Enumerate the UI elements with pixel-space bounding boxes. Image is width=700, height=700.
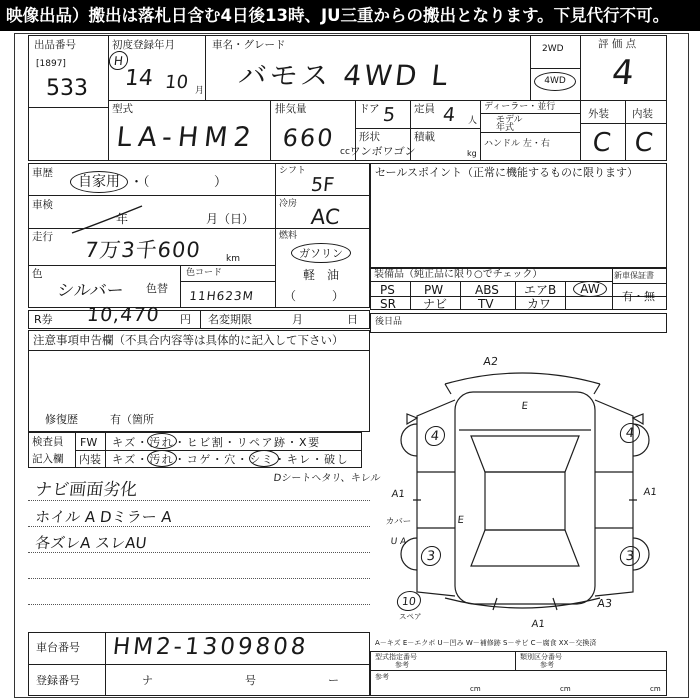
inspector-label-2: 記入欄: [32, 453, 64, 465]
note-line: [28, 500, 370, 501]
note-line: [28, 552, 370, 553]
spare-label: スペア: [399, 612, 422, 621]
grid-line: [480, 132, 580, 133]
equipment-ps: PS: [380, 283, 395, 297]
mark-right-side: A1: [642, 487, 658, 498]
grid-line: [200, 310, 201, 329]
repair-history-value: 有（箇所: [110, 413, 154, 426]
fuel-label: 燃料: [279, 231, 298, 241]
doors-label: ドア: [359, 103, 380, 115]
dimension-ref: 参考: [375, 673, 389, 681]
mark-left-rocker: U A: [390, 537, 407, 547]
mark-rear-left-tire: 3: [420, 546, 442, 566]
grid-line: [370, 670, 667, 671]
damage-legend: A－キズ E－エクボ U－凹み W－補修跡 S－サビ C－腐食 XX－交換済: [375, 639, 597, 647]
class-number-ref: 参考: [540, 661, 554, 669]
inspection-strike-mark: [70, 203, 145, 235]
banner-notice: 映像出品）搬出は落札日含む4日後13時、JU三重からの搬出となります。下見代行不可。: [0, 0, 700, 31]
plate-part-3: ー: [328, 674, 339, 687]
equipment-label: 装備品（純正品に限り○でチェック）: [374, 269, 543, 280]
doors-value: 5: [381, 104, 397, 126]
mileage-value: 7万3千600: [83, 238, 203, 262]
displacement-value: 660: [281, 124, 337, 152]
mark-left-cover-label: カバー: [385, 517, 412, 527]
later-items-label: 後日品: [375, 317, 403, 327]
history-suffix: ・（: [130, 175, 150, 190]
color-change-label: 色替: [146, 282, 168, 295]
grid-line: [108, 35, 109, 160]
capacity-label: 定員: [414, 103, 435, 115]
recycle-label: R券: [34, 313, 53, 326]
mark-front-left-tire: 4: [424, 426, 446, 446]
grid-line: [515, 281, 516, 310]
recycle-unit: 円: [180, 313, 191, 326]
fuel-diesel: 軽 油: [303, 268, 340, 282]
plate-part-1: ナ: [142, 674, 153, 687]
exterior-label: 外装: [588, 108, 609, 120]
fw-options: キズ・汚れ・ヒビ割・リペア跡・X要: [112, 436, 321, 449]
equipment-aw-circled: AW: [573, 281, 607, 297]
interior-options: キズ・汚れ・コゲ・穴・シミ・キレ・破し: [112, 453, 350, 466]
color-code-label: 色コード: [186, 268, 223, 278]
grid-line: [108, 100, 667, 101]
registration-year: 14: [123, 66, 155, 91]
ac-label: 冷房: [279, 199, 298, 209]
drive-2wd: 2WD: [542, 44, 564, 54]
color-value: シルバー: [56, 281, 125, 301]
capacity-unit: 人: [468, 116, 478, 126]
car-name-value: バモス 4WD L: [236, 59, 452, 92]
grid-line: [28, 107, 108, 108]
note-line: [28, 578, 370, 579]
dimension-height-unit: cm: [650, 685, 661, 693]
grid-line: [580, 123, 667, 124]
inspector-label-1: 検査員: [32, 436, 64, 448]
roof-shape: [485, 472, 565, 530]
grid-line: [460, 281, 461, 310]
handwritten-note-2: ホイル A Dミラー A: [34, 508, 173, 526]
equipment-pw: PW: [424, 283, 444, 297]
mark-left-side: A1: [390, 489, 406, 500]
transfer-deadline-label: 名変期限: [208, 313, 252, 326]
history-label: 車歴: [32, 167, 53, 179]
warranty-options: 有・無: [622, 290, 655, 303]
dimension-width-unit: cm: [560, 685, 571, 693]
equipment-airbag: エアB: [524, 283, 557, 297]
interior-dirt-circle-mark: [147, 450, 177, 467]
chassis-label: 車台番号: [36, 641, 80, 654]
equipment-abs: ABS: [475, 283, 499, 297]
displacement-label: 排気量: [275, 103, 307, 115]
dimension-length-unit: cm: [470, 685, 481, 693]
grid-line: [28, 265, 275, 266]
inspection-label: 車検: [32, 199, 53, 211]
lot-number: 533: [46, 76, 88, 101]
lot-code: [1897]: [36, 59, 66, 69]
mark-rear-right: A3: [596, 597, 613, 610]
equipment-tv: TV: [478, 297, 494, 311]
load-label: 積載: [414, 131, 435, 143]
grid-line: [530, 68, 580, 69]
shape-label: 形状: [359, 131, 380, 143]
transfer-day-unit: 日: [347, 313, 358, 326]
grid-line: [355, 128, 480, 129]
shift-value: 5F: [309, 174, 336, 196]
transfer-month-unit: 月: [292, 313, 303, 326]
windshield-shape: [471, 436, 579, 472]
color-code: 11H623M: [188, 289, 255, 303]
fuel-gasoline-circled: ガソリン: [291, 243, 351, 263]
registration-era: H: [108, 51, 129, 70]
exterior-grade: C: [591, 128, 613, 158]
grid-line: [370, 281, 612, 282]
interior-grade: C: [633, 128, 655, 158]
plate-label: 登録番号: [36, 674, 80, 687]
load-unit: kg: [467, 149, 477, 158]
later-items-box: [370, 313, 667, 333]
fw-dirt-circle-mark: [147, 433, 177, 449]
type-number-label: 型式指定番号: [375, 653, 417, 661]
fuel-other: （ ）: [284, 289, 345, 303]
mark-front-bumper: A2: [482, 355, 499, 368]
rear-window-shape: [471, 530, 579, 566]
mark-rear-bumper: A1: [530, 619, 546, 630]
handle-label: ハンドル 左・右: [484, 139, 550, 149]
mark-rear-right-tire: 3: [619, 546, 641, 566]
registration-label: 初度登録年月: [112, 39, 175, 51]
handwritten-note-1: ナビ画面劣化: [34, 480, 139, 500]
front-bumper-shape: [445, 373, 600, 384]
model-value: LA-HM2: [114, 122, 259, 153]
capacity-value: 4: [441, 104, 457, 126]
repair-history-label: 修復歴: [45, 413, 78, 426]
handwritten-note-3: 各ズレA スレAU: [34, 534, 148, 552]
grid-line: [515, 651, 516, 670]
grid-line: [612, 268, 613, 310]
equipment-navi: ナビ: [423, 297, 448, 311]
equipment-leather: カワ: [527, 297, 552, 311]
grid-line: [28, 350, 370, 351]
note-line: [28, 604, 370, 605]
inspector-interior-label: 内装: [79, 453, 101, 466]
shape-value: ワンボワゴン: [348, 145, 417, 158]
color-label: 色: [32, 268, 43, 280]
sales-point-label: セールスポイント（正常に機能するものに限ります）: [375, 166, 639, 179]
warranty-label: 新車保証書: [614, 271, 654, 280]
grid-line: [75, 450, 362, 451]
ac-value: AC: [309, 205, 341, 229]
plate-part-2: 号: [245, 674, 256, 687]
interior-stain-circle-mark: [249, 450, 279, 467]
rear-bumper-shape: [445, 598, 600, 608]
score-value: 4: [610, 53, 636, 93]
mileage-unit: km: [226, 254, 240, 264]
notes-label: 注意事項申告欄（不具合内容等は具体的に記入して下さい）: [33, 333, 344, 347]
mark-spare-tire: 10: [396, 591, 422, 611]
grid-line: [205, 35, 206, 100]
inspection-month-day-unit: 月（日）: [206, 212, 255, 226]
grid-line: [480, 113, 580, 114]
interior-label: 内装: [632, 108, 653, 120]
car-diagram: [385, 360, 660, 625]
mirror-shapes: [407, 414, 643, 424]
dealer-label: ディーラー・並行: [484, 102, 556, 112]
score-label: 評 価 点: [598, 38, 637, 50]
registration-month: 10: [164, 72, 190, 93]
grid-line: [580, 35, 581, 160]
grid-line: [270, 100, 271, 160]
registration-month-unit: 月: [195, 86, 205, 96]
seat-note: Dシートヘタリ、キレル: [272, 473, 381, 484]
grid-line: [625, 100, 626, 160]
shift-label: シフト: [279, 166, 307, 176]
grid-line: [565, 281, 566, 310]
mileage-label: 走行: [32, 231, 53, 243]
fw-label: FW: [80, 436, 98, 449]
mark-hood: E: [520, 401, 529, 412]
history-value-circled: 自家用: [70, 171, 128, 193]
history-close: ）: [214, 175, 228, 190]
grid-line: [180, 281, 275, 282]
grid-line: [612, 283, 667, 284]
grid-line: [480, 100, 481, 160]
year-label: 年式: [496, 123, 515, 133]
lot-label: 出品番号: [34, 39, 76, 51]
type-number-ref: 参考: [395, 661, 409, 669]
recycle-value: 10,470: [85, 304, 161, 326]
grid-line: [410, 281, 411, 310]
equipment-sr: SR: [380, 297, 396, 311]
grid-line: [275, 163, 276, 308]
grid-line: [28, 664, 370, 665]
model-label: 型式: [112, 103, 133, 115]
car-name-label: 車名・グレード: [212, 39, 286, 51]
chassis-number: HM2-1309808: [111, 634, 310, 660]
drive-4wd-circled: 4WD: [534, 72, 576, 91]
class-number-label: 類別区分番号: [520, 653, 562, 661]
note-line: [28, 526, 370, 527]
mark-front-right-tire: 4: [619, 423, 641, 443]
displacement-unit: cc: [340, 147, 350, 157]
mark-left-door: E: [456, 515, 465, 526]
grid-line: [180, 265, 181, 308]
model-year-label: モデル: [496, 115, 523, 125]
recycle-box: [28, 310, 370, 329]
car-body-shape: [455, 392, 595, 604]
wheel-arch-fl: [401, 424, 417, 456]
inspection-year-unit: 年: [116, 212, 129, 226]
